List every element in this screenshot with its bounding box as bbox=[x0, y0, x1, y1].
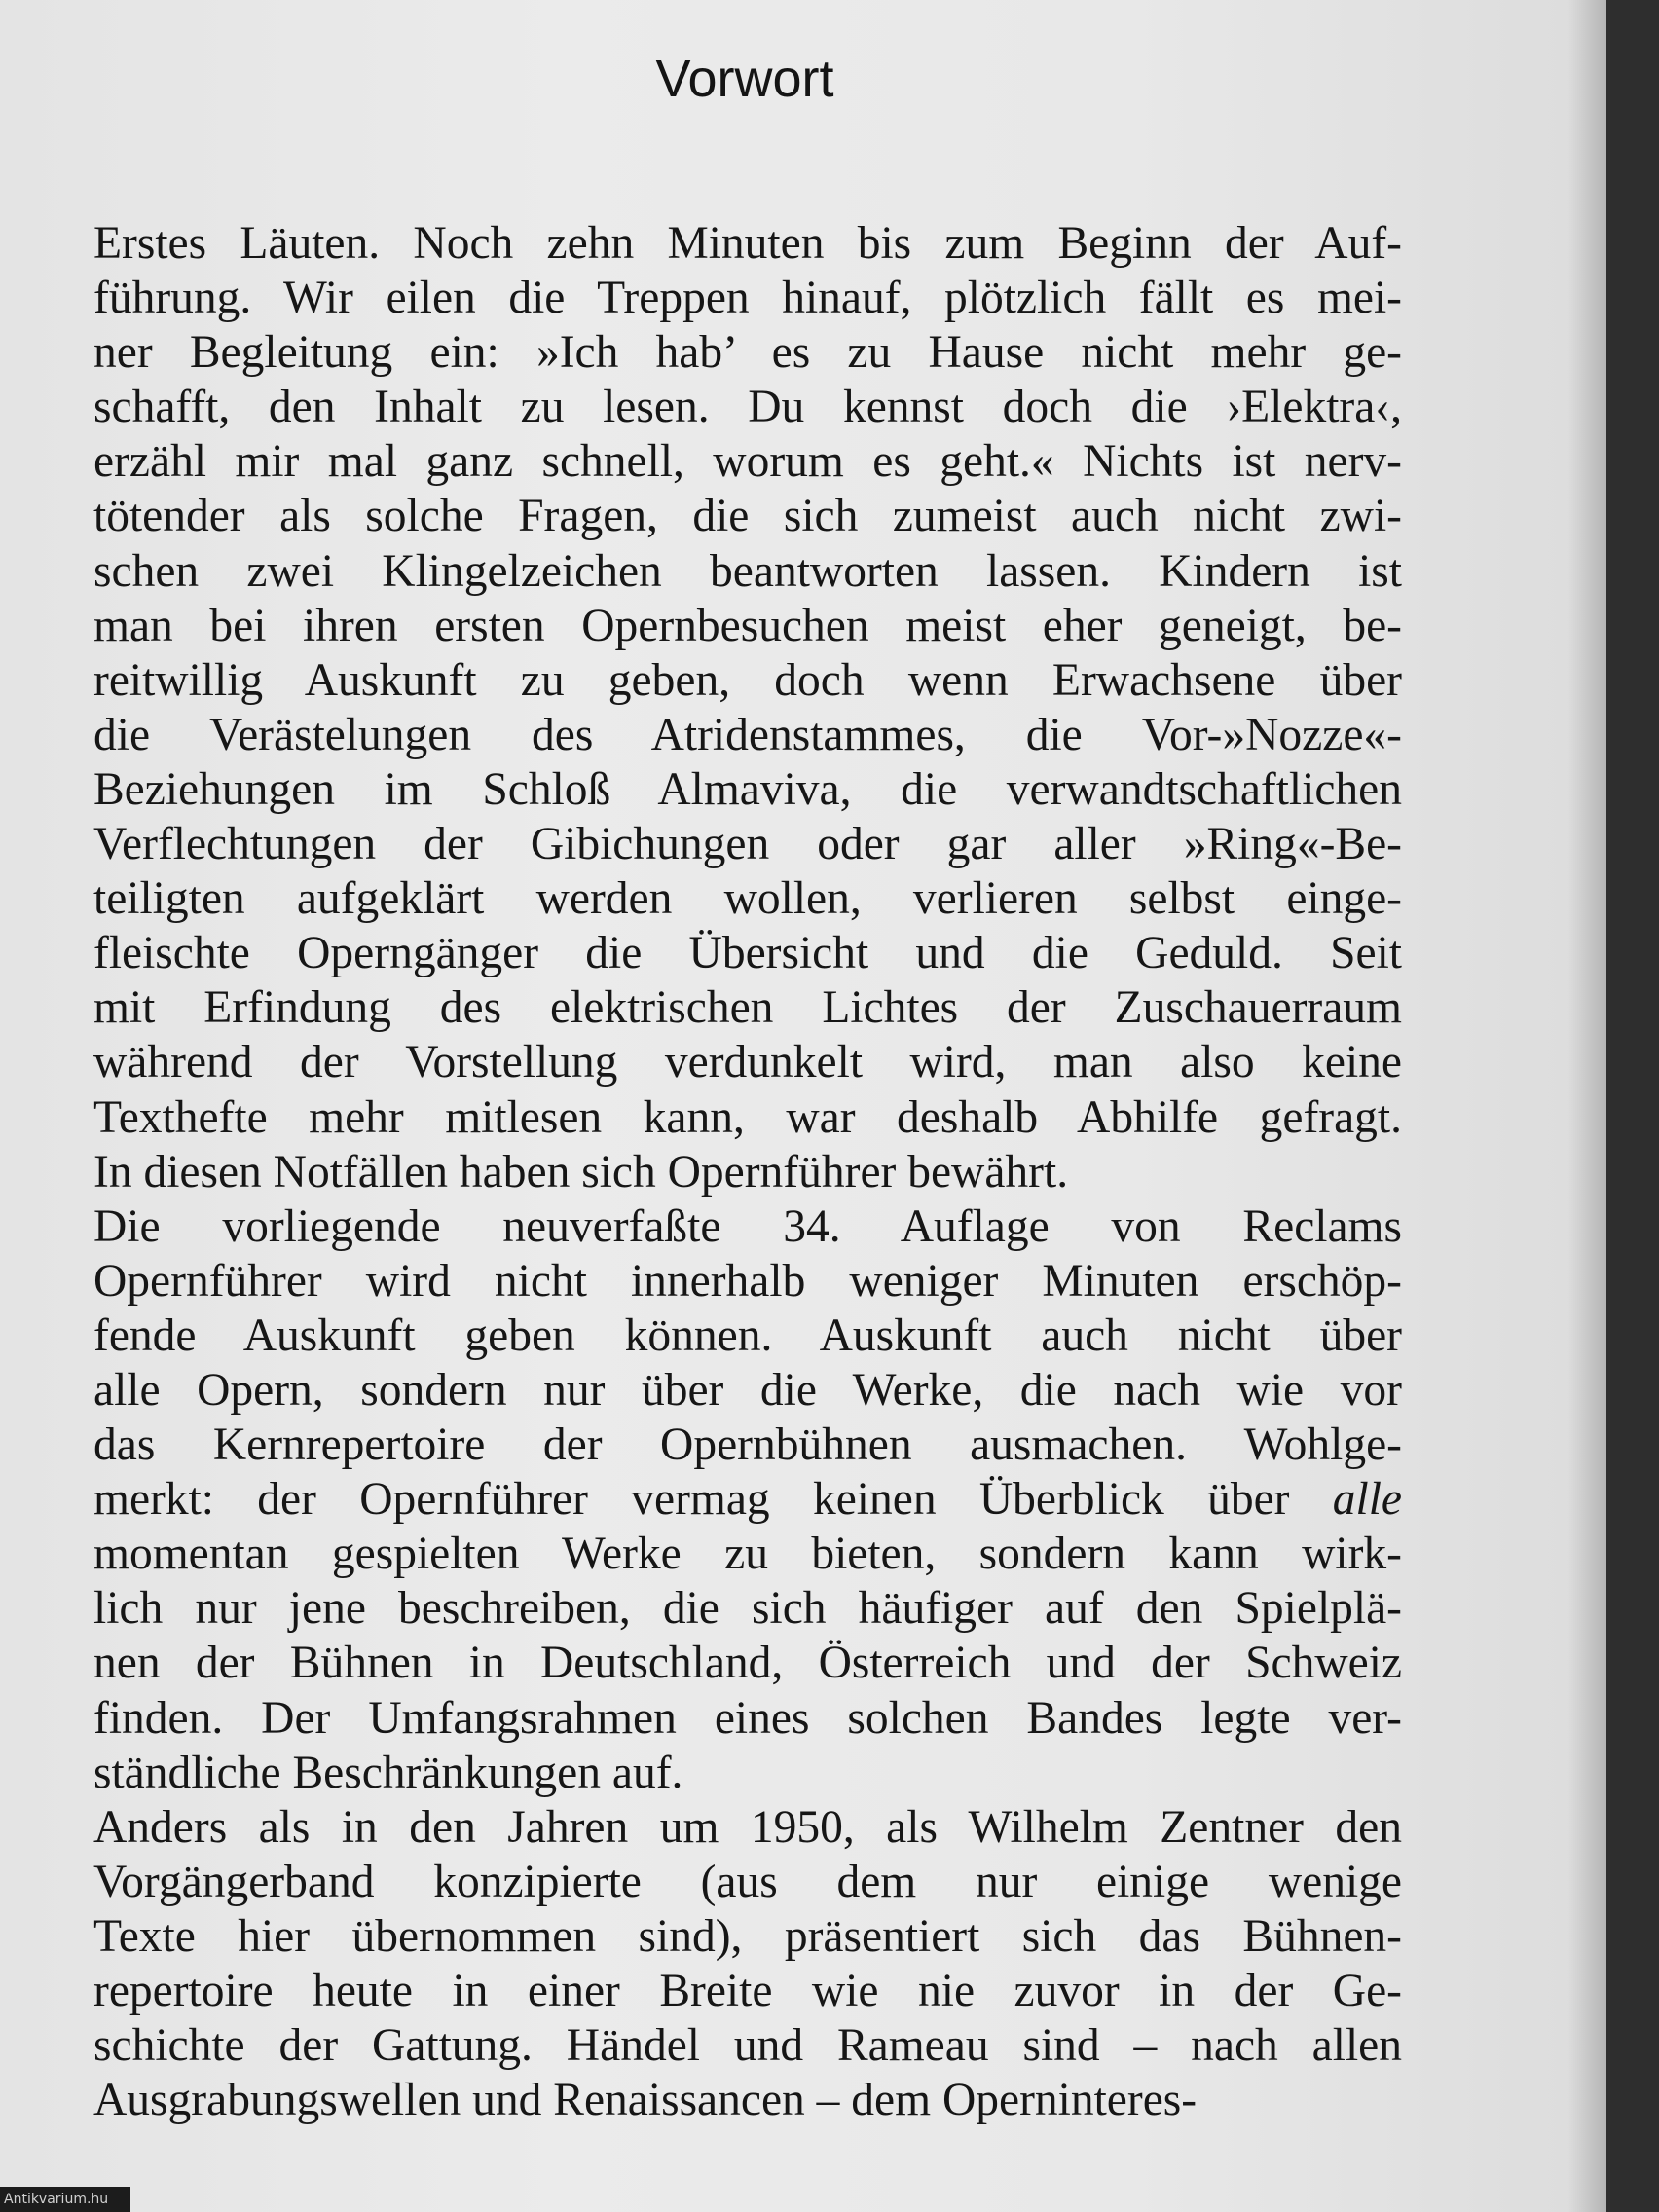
paragraph-1 bbox=[93, 216, 1402, 1199]
page-edge-shadow bbox=[1567, 0, 1606, 2212]
text-line: nen der Bühnen in Deutschland, Österreich und der Schweiz bbox=[93, 1638, 1402, 1689]
text-line: führung. Wir eilen die Treppen hinauf, plötzlich fällt es mei- bbox=[93, 273, 1402, 324]
text-line: schafft, den Inhalt zu lesen. Du kennst doch die ›Elektra‹, bbox=[93, 382, 1402, 433]
text-line: Texte hier übernommen sind), präsentiert sich das Bühnen- bbox=[93, 1910, 1402, 1962]
text-line: ständliche Beschränkungen auf. bbox=[93, 1747, 683, 1798]
text-line: die Verästelungen des Atridenstammes, die Vor-»Nozze«- bbox=[93, 709, 1402, 760]
text-line: fende Auskunft geben können. Auskunft auch nicht über bbox=[93, 1309, 1402, 1361]
text-line: schichte der Gattung. Händel und Rameau sind – nach allen bbox=[93, 2020, 1402, 2072]
text-line: alle Opern, sondern nur über die Werke, die nach wie vor bbox=[93, 1364, 1402, 1416]
text-line: In diesen Notfällen haben sich Opernführer bewährt. bbox=[93, 1146, 1069, 1198]
text-line: teiligten aufgeklärt werden wollen, verlieren selbst einge- bbox=[93, 873, 1402, 925]
text-line: während der Vorstellung verdunkelt wird, man also keine bbox=[93, 1037, 1402, 1088]
text-line: Opernführer wird nicht innerhalb weniger Minuten erschöp- bbox=[93, 1255, 1402, 1307]
text-line: Beziehungen im Schloß Almaviva, die verwandtschaftlichen bbox=[93, 763, 1402, 815]
text-line: Texthefte mehr mitlesen kann, war deshalb Abhilfe gefragt. bbox=[93, 1091, 1402, 1143]
paragraph-2 bbox=[93, 1199, 1402, 1800]
text-line: Vorgängerband konzipierte (aus dem nur einige wenige bbox=[93, 1856, 1402, 1907]
text-line: Die vorliegende neuverfaßte 34. Auflage von Reclams bbox=[93, 1200, 1402, 1252]
text-line: schen zwei Klingelzeichen beantworten lassen. Kindern ist bbox=[93, 545, 1402, 597]
body-text bbox=[93, 216, 1402, 2127]
text-line: Verflechtungen der Gibichungen oder gar aller »Ring«-Be- bbox=[93, 819, 1402, 870]
text-line: ner Begleitung ein: »Ich hab’ es zu Hause nicht mehr ge- bbox=[93, 327, 1402, 379]
text-line: das Kernrepertoire der Opernbühnen ausmachen. Wohlge- bbox=[93, 1419, 1402, 1471]
text-line: Anders als in den Jahren um 1950, als Wilhelm Zentner den bbox=[93, 1801, 1402, 1853]
text-line: man bei ihren ersten Opernbesuchen meist eher geneigt, be- bbox=[93, 600, 1402, 651]
text-line: Erstes Läuten. Noch zehn Minuten bis zum Beginn der Auf- bbox=[93, 218, 1402, 269]
text-line: lich nur jene beschreiben, die sich häufiger auf den Spielplä- bbox=[93, 1583, 1402, 1635]
text-line: fleischte Operngänger die Übersicht und die Geduld. Seit bbox=[93, 928, 1402, 979]
text-line: finden. Der Umfangsrahmen eines solchen Bandes legte ver- bbox=[93, 1692, 1402, 1744]
page-title: Vorwort bbox=[655, 50, 834, 108]
text-line: Ausgrabungswellen und Renaissancen – dem Operninteres- bbox=[93, 2075, 1198, 2126]
text-line: tötender als solche Fragen, die sich zumeist auch nicht zwi- bbox=[93, 491, 1402, 542]
text-line: reitwillig Auskunft zu geben, doch wenn Erwachsene über bbox=[93, 654, 1402, 706]
text-line: momentan gespielten Werke zu bieten, sondern kann wirk- bbox=[93, 1529, 1402, 1580]
text-line: erzähl mir mal ganz schnell, worum es geht.« Nichts ist nerv- bbox=[93, 436, 1402, 488]
watermark: Antikvarium.hu bbox=[0, 2187, 130, 2212]
paragraph-3 bbox=[93, 1800, 1402, 2128]
text-line: merkt: der Opernführer vermag keinen Überblick über alle bbox=[93, 1474, 1402, 1526]
text-line: repertoire heute in einer Breite wie nie zuvor in der Ge- bbox=[93, 1966, 1402, 2016]
text-line: mit Erfindung des elektrischen Lichtes der Zuschauerraum bbox=[93, 982, 1402, 1034]
